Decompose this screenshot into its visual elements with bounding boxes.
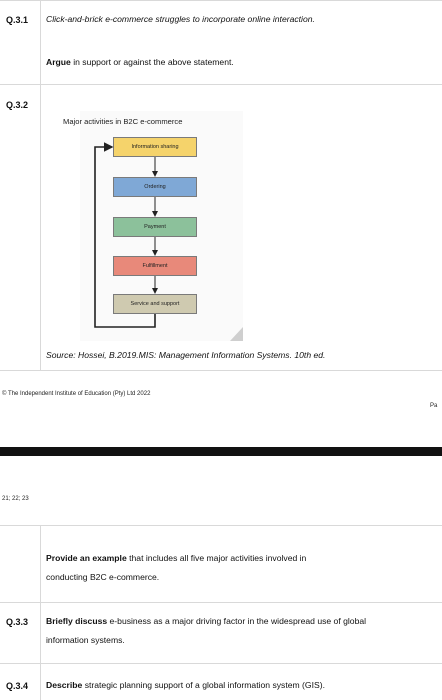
table-border — [0, 525, 442, 526]
instruction-text: e-business as a major driving factor in the widespread use of global — [107, 616, 367, 626]
instruction-text-line2: information systems. — [46, 635, 125, 645]
instruction-text: that includes all five major activities involved in — [126, 553, 307, 563]
question-3-4-text — [46, 679, 325, 692]
instruction-verb: Provide an example — [46, 553, 127, 563]
question-3-1-statement: Click-and-brick e-commerce struggles to incorporate online interaction. — [46, 14, 315, 24]
table-border — [0, 0, 442, 1]
instruction-text-line2: conducting B2C e-commerce. — [46, 572, 160, 582]
page-references: 21; 22; 23 — [2, 496, 29, 502]
table-row-divider — [0, 84, 442, 85]
flow-arrows — [80, 111, 243, 341]
page-break-bar — [0, 447, 442, 456]
question-number-3-1: Q.3.1 — [6, 15, 29, 25]
activity-box-ordering: Ordering — [113, 177, 197, 197]
question-3-3-text — [46, 615, 440, 647]
table-row-divider — [0, 602, 442, 603]
figure-title: Major activities in B2C e-commerce — [63, 117, 183, 126]
table-row-divider — [0, 370, 442, 371]
table-column-divider — [40, 0, 41, 370]
table-row-divider — [0, 663, 442, 664]
instruction-text: in support or against the above statement. — [70, 57, 234, 67]
figure-b2c-activities — [63, 111, 243, 341]
question-number-3-4: Q.3.4 — [6, 681, 29, 691]
page-label: Pa — [430, 403, 438, 409]
activity-box-payment: Payment — [113, 217, 197, 237]
figure-source: Source: Hossei, B.2019.MIS: Management Information Systems. 10th ed. — [46, 350, 326, 360]
question-number-3-3: Q.3.3 — [6, 617, 29, 627]
question-3-2-instruction — [46, 552, 436, 584]
activity-box-service-and-support: Service and support — [113, 294, 197, 314]
question-3-1-instruction — [46, 56, 234, 69]
instruction-verb: Argue — [46, 57, 71, 67]
copyright-footer: © The Independent Institute of Education (Pty) Ltd 2022 — [2, 391, 151, 397]
instruction-text: strategic planning support of a global information system (GIS). — [82, 680, 325, 690]
table-column-divider — [40, 525, 41, 700]
activity-box-fulfillment: Fulfillment — [113, 256, 197, 276]
instruction-verb: Briefly discuss — [46, 616, 108, 626]
activity-box-information-sharing: Information sharing — [113, 137, 197, 157]
question-number-3-2: Q.3.2 — [6, 100, 29, 110]
instruction-verb: Describe — [46, 680, 83, 690]
